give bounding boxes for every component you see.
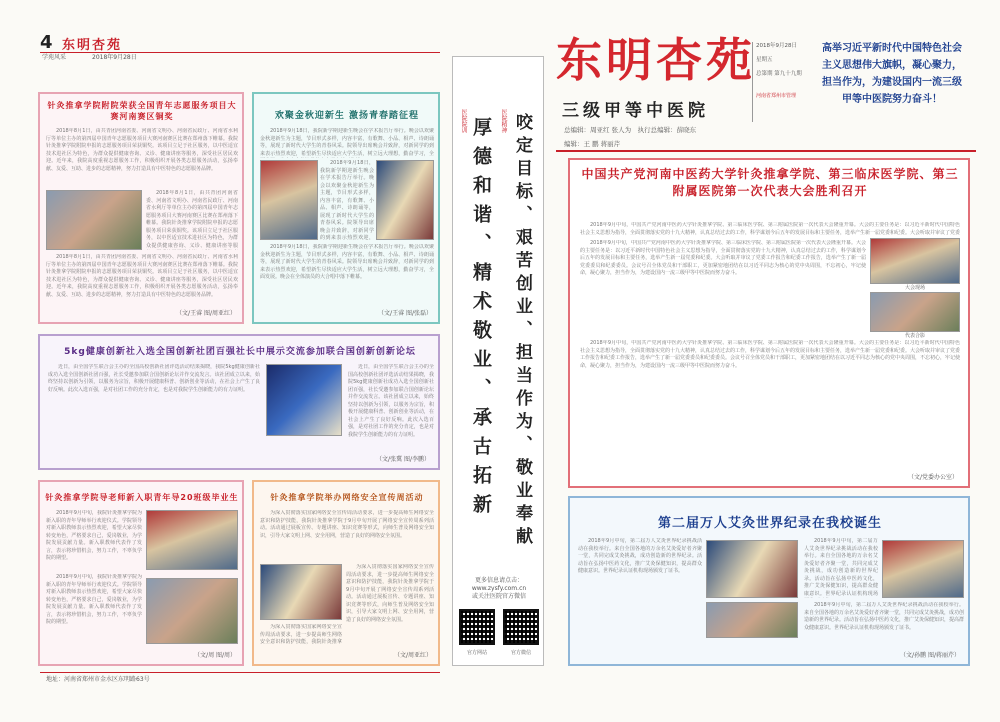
mentor-photo-1 xyxy=(146,510,238,570)
article-body-middle: 2018年9月中旬，第二届万人艾灸世界纪录挑战活动在我校举行。来自全国各地的万余名艾灸爱好者齐聚一堂，共同完成艾灸挑战，成功创造新的世界纪录。活动旨在弘扬中医药文化，推广艾灸保健知识，提高群众健康意识。世界纪录认证机构现场 xyxy=(804,538,878,597)
page-number: 4 xyxy=(40,32,53,53)
article-author: （文/周亚红） xyxy=(393,652,432,659)
issue-date: 2018年9月28日 xyxy=(756,43,797,49)
record-photo-3 xyxy=(882,540,964,598)
page-header xyxy=(40,32,440,62)
hospital-motto: 厚德和谐、精术敬业、承古拓新 xyxy=(470,117,492,523)
website-link[interactable]: www.zysfy.com.cn xyxy=(471,585,527,592)
lead-article-body-continued: 2018年9月中旬，中国共产党河南中医药大学针灸推拿学院、第三临床医学院、第三附属医院第一次代表大会隆重开幕。大会的主要任务是：以习近平新时代中国特色社会主义思想为指导，全面贯彻落实党的十九大精神，认真总结过去的工作，科学谋划今后五年的发展目标和主要任务，选举产生新一届党委和纪委。大会听取并审议了党委工作报告和纪委工作报告，选举产生了新一届党委委员和纪委委员。会议号召全体党员和干部职工，更加紧密地团结在以习近平同志为核心的党中央周围，不忘初心，牢记使命，凝心聚力，担当作为，为建设国内一流三级甲等中医院而努力奋斗。 xyxy=(580,340,960,369)
editor-line-2: 编辑：王 鹏 蒋丽芹 xyxy=(564,140,621,148)
article-author: （文/孙鹏 图/蒋丽芹） xyxy=(900,652,960,659)
article-title: 针灸推拿学院导老师新入职青年导20班级毕业生 xyxy=(45,493,239,502)
editor-line: 总编辑：周亚红 张人为 执行总编辑：薛晓东 xyxy=(564,126,697,134)
photo-caption-2: 代表合影 xyxy=(904,333,925,339)
article-body-end: 2018年9月中旬，第二届万人艾灸世界纪录挑战活动在我校举行。来自全国各地的万余名艾灸爱好者齐聚一堂，共同完成艾灸挑战，成功创造新的世界纪录。活动旨在弘扬中医药文化，推广艾灸保健知识，提高群众健康意识。世界纪录认证机构现场颁发了证书。 xyxy=(804,602,964,631)
article-body: 为深入贯彻落实国家网络安全宣传周活动要求，进一步提高师生网络安全意识和防护技能，我院针灸推拿学院于9月中旬开展了网络安全宣传周系列活动。活动通过展板宣传、专题讲座、知识竞赛等形式，向师生普及网络安全知识，引导大家文明上网、安全用网，营造了良好的网络安全氛围。 xyxy=(260,510,434,539)
article-title: 针灸推拿学院举办网络安全宣传周活动 xyxy=(270,493,424,502)
record-photo-2 xyxy=(706,602,798,638)
gala-photo-left xyxy=(260,160,318,240)
masthead-subtitle: 三级甲等中医院 xyxy=(562,101,709,121)
article-author: （文/张冀 图/李鹏） xyxy=(376,456,430,463)
footer-address: 地址：河南省郑州市金水区东明路63号 xyxy=(46,676,150,683)
issue-number: 总第期 第九十九期 xyxy=(756,71,802,77)
wechat-qr-code[interactable] xyxy=(503,609,539,645)
article-author: （文/党委办公室） xyxy=(907,474,958,481)
congress-photo-1 xyxy=(870,238,960,284)
article-body: 2018年9月中旬，第二届万人艾灸世界纪录挑战活动在我校举行。来自全国各地的万余名艾灸爱好者齐聚一堂，共同完成艾灸挑战，成功创造新的世界纪录。活动旨在弘扬中医药文化，推广艾灸保健知识，提高群众健康意识。世界纪录认证机构现场颁发了证书。 xyxy=(578,538,702,574)
footer-rule xyxy=(40,672,440,673)
article-body-continued: 2018年9月中旬，我院针灸推拿学院为新入职的青年导师举行欢迎仪式。学院领导对新入职教师表示热烈欢迎，希望大家尽快转变角色，严格要求自己，爱岗敬业，为学院发展贡献力量。新入职教师代表作了发言，表示将珍惜机会，努力工作，不辜负学院的期望。 xyxy=(46,574,142,625)
congress-photo-2 xyxy=(870,292,960,332)
article-moxibustion-record xyxy=(568,496,970,666)
issue-info-block xyxy=(752,42,818,122)
article-title: 欢聚金秋迎新生 激扬青春踏征程 xyxy=(274,111,420,121)
forum-photo xyxy=(266,364,342,436)
motto-label: 医院院训 xyxy=(460,109,467,133)
mentor-photo-2 xyxy=(146,578,238,644)
article-new-mentors xyxy=(38,480,244,666)
issue-date-left: 2018年9月28日 xyxy=(92,54,137,61)
spirit-label: 医院精神 xyxy=(500,109,507,133)
article-youth-volunteer xyxy=(38,92,244,324)
lead-article-title: 中国共产党河南中医药大学针灸推拿学院、第三临床医学院、第三附属医院第一次代表大会胜利召开 xyxy=(581,167,959,198)
article-innovation-club xyxy=(38,334,440,470)
article-body-end: 为深入贯彻落实国家网络安全宣传周活动要求，进一步提高师生网络安全意识和防护技能，我院针灸推拿 xyxy=(260,624,342,645)
gala-photo-right xyxy=(376,160,434,240)
record-photo-1 xyxy=(706,540,798,598)
article-author: （文/王睿 图/张磊） xyxy=(378,310,432,317)
slogan: 高举习近平新时代中国特色社会主义思想伟大旗帜，凝心聚力，担当作为，为建设国内一流三级甲等中医院努力奋斗！ xyxy=(822,43,962,105)
article-body-right: 近日，由全国学生联合会主办的全国高校创新社团评选活动结果揭晓，我院5kg健康创新社成功入选全国创新社团百强，社长受邀参加联合国创新论坛并作交流发言。该社团成立以来，始终坚持以创新为引领，以服务为宗旨，积极开展健康科普、创新创业等活动，在社会上产生了良好反响。此次入选百强，是对社团工作的充分肯定，也是对我院学生创新能力的有力证明。 xyxy=(348,364,434,438)
article-body: 近日，由全国学生联合会主办的全国高校创新社团评选活动结果揭晓，我院5kg健康创新社成功入选全国创新社团百强，社长受邀参加联合国创新论坛并作交流发言。该社团成立以来，始终坚持以创新为引领，以服务为宗旨，积极开展健康科普、创新创业等活动，在社会上产生了良好反响。此次入选百强，是对社团工作的充分肯定，也是对我院学生创新能力的有力证明。 xyxy=(48,364,260,393)
qr-caption: 更多信息请点击： xyxy=(474,577,523,584)
article-body: 2018年9月18日，我院新学期迎新生晚会在学术报告厅举行。晚会以欢聚金秋迎新生为主题，节目形式多样，内容丰富，有歌舞、小品、相声、诗朗诵等，展现了新时代大学生的青春风采。院领导出席晚会并致辞，对新同学的到来表示热烈欢迎，希望新生尽快适应大学生活，树立远大理想，勤奋学习，全 xyxy=(260,128,434,157)
article-welcome-freshmen xyxy=(252,92,440,324)
issue-weekday: 星期五 xyxy=(756,57,773,63)
article-body-middle: 2018年9月18日，我院新学期迎新生晚会在学术报告厅举行。晚会以欢聚金秋迎新生为主题，节目形式多样，内容丰富，有歌舞、小品、相声、诗朗诵等，展现了新时代大学生的青春风采。院领导出席晚会并致辞，对新同学的到来表示热烈欢迎， xyxy=(320,160,374,240)
article-party-congress xyxy=(568,158,970,488)
article-title: 针灸推拿学院附院荣获全国青年志愿服务项目大赛河南赛区铜奖 xyxy=(47,101,237,121)
website-qr-code[interactable] xyxy=(459,609,495,645)
qr-label-wechat: 官方微信 xyxy=(510,650,531,656)
lead-article-body: 2018年9月中旬，中国共产党河南中医药大学针灸推拿学院、第三临床医学院、第三附属医院第一次代表大会隆重开幕。大会的主要任务是：以习近平新时代中国特色社会主义思想为指导，全面贯彻落实党的十九大精神，认真总结过去的工作，科学谋划今后五年的发展目标和主要任务，选举产生新一届党委和纪委。大会听取并审议了党委工作报告和纪委工作报告，选举产生了新一届党委委员和纪委委员。会议号召全体党员和干部职工，更加紧密地团结在以习近平同志为核心的党中央周围，不忘初心，牢记使命，凝心聚力，担当作为，为建设国内一流三级甲等中医院而努力奋斗。 xyxy=(580,240,866,276)
center-motto-column xyxy=(452,56,544,666)
article-body: 2018年9月中旬，我院针灸推拿学院为新入职的青年导师举行欢迎仪式。学院领导对新入职教师表示热烈欢迎，希望大家尽快转变角色，严格要求自己，爱岗敬业，为学院发展贡献力量。新入职教师代表作了发言，表示将珍惜机会，努力工作，不辜负学院的期望。 xyxy=(46,510,142,561)
masthead-title: 东明杏苑 xyxy=(556,33,756,87)
section-name: 学苑风采 xyxy=(42,54,67,61)
photo-caption-1: 大会现场 xyxy=(904,285,925,291)
article-author: （文/周 图/周） xyxy=(194,652,236,659)
article-body-end: 2018年9月18日，我院新学期迎新生晚会在学术报告厅举行。晚会以欢聚金秋迎新生为主题，节目形式多样，内容丰富，有歌舞、小品、相声、诗朗诵等，展现了新时代大学生的青春风采。院领导出席晚会并致辞，对新同学的到来表示热烈欢迎，希望新生尽快适应大学生活，树立远大理想，勤奋学习，全面发展。晚会在全体演员的大合唱中落下帷幕。 xyxy=(260,244,434,280)
qr-label-website: 官方网站 xyxy=(466,650,487,656)
security-photo xyxy=(260,564,342,620)
article-body-continued: 2018年8月1日，由共青团河南省委、河南省文明办、河南省民政厅、河南省水利厅等单位主办的第四届中国青年志愿服务项目大赛河南赛区比赛在郑州落下帷幕。我院针灸推拿学院附院申报的志愿服务项目荣获铜奖。该项目立足于社区服务，以中医适宜技术进社区为特色，为群众提供健康咨询、义诊、健康讲座等服 xyxy=(146,190,238,249)
hospital-spirit: 咬定目标、艰苦创业、担当作为、敬业奉献 xyxy=(512,113,532,550)
brand-mini: 东明杏苑 xyxy=(62,38,123,53)
article-title: 5kg健康创新社入选全国创新社团百强社长中展示交流参加联合国创新创新论坛 xyxy=(64,347,416,357)
article-body-continued: 为深入贯彻落实国家网络安全宣传周活动要求，进一步提高师生网络安全意识和防护技能，我院针灸推拿学院于9月中旬开展了网络安全宣传周系列活动。活动通过展板宣传、专题讲座、知识竞赛等形式，向师生普及网络安全知识，引导大家文明上网、安全用网，营造了良好的网络安全氛围。 xyxy=(346,564,434,623)
article-cyber-security xyxy=(252,480,440,666)
article-body: 2018年8月1日，由共青团河南省委、河南省文明办、河南省民政厅、河南省水利厅等单位主办的第四届中国青年志愿服务项目大赛河南赛区比赛在郑州落下帷幕。我院针灸推拿学院附院申报的志愿服务项目荣获铜奖。该项目立足于社区服务，以中医适宜技术进社区为特色，为群众提供健康咨询、义诊、健康讲座等服务，深受社区居民欢迎。近年来，我院高度重视志愿服务工作，积极组织开展各类志愿服务活动，弘扬奉献、友爱、互助、进步的志愿精神，努力打造具有中医特色的志愿服务品牌。 xyxy=(46,128,238,172)
article-author: （文/王睿 图/周亚红） xyxy=(176,310,236,317)
article-title: 第二届万人艾灸世界纪录在我校诞生 xyxy=(657,516,882,531)
publisher: 河南省郑州市管理 xyxy=(756,93,797,99)
volunteer-photo xyxy=(46,190,142,250)
masthead-rule xyxy=(556,150,976,152)
masthead xyxy=(556,30,976,150)
article-body-end: 2018年8月1日，由共青团河南省委、河南省文明办、河南省民政厅、河南省水利厅等单位主办的第四届中国青年志愿服务项目大赛河南赛区比赛在郑州落下帷幕。我院针灸推拿学院附院申报的志愿服务项目荣获铜奖。该项目立足于社区服务，以中医适宜技术进社区为特色，为群众提供健康咨询、义诊、健康讲座等服务，深受社区居民欢迎。近年来，我院高度重视志愿服务工作，积极组织开展各类志愿服务活动，弘扬奉献、友爱、互助、进步的志愿精神，努力打造具有中医特色的志愿服务品牌。 xyxy=(46,254,238,298)
wechat-caption: 或关注医院官方微信 xyxy=(471,593,526,600)
lead-article-intro: 2018年9月中旬，中国共产党河南中医药大学针灸推拿学院、第三临床医学院、第三附属医院第一次代表大会隆重开幕。大会的主要任务是：以习近平新时代中国特色社会主义思想为指导，全面贯彻落实党的十九大精神，认真总结过去的工作，科学谋划今后五年的发展目标和主要任务，选举产生新一届党委和纪委。大会听取并审议了党委 xyxy=(580,222,960,236)
